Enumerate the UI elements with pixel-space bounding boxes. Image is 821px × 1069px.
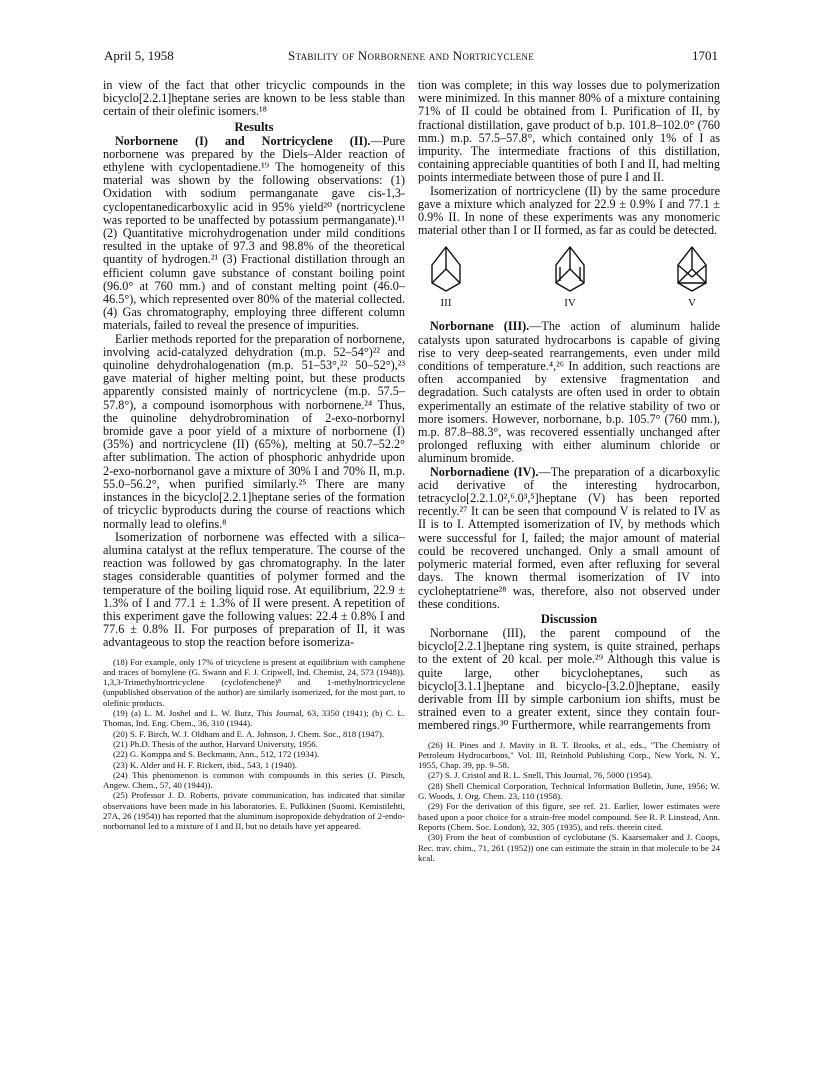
left-column [103,79,405,832]
subheading-norbornane: Norbornane (III). [430,319,530,334]
paragraph-norbornene [103,135,405,333]
structure-iv-norbornadiene [550,243,590,309]
label-iii: III [440,297,452,310]
subheading-norbornene: Norbornene (I) and Nortricyclene (II). [115,133,371,148]
subheading-norbornadiene: Norbornadiene (IV). [430,464,539,479]
discussion-heading: Discussion [540,611,598,626]
footnote-24: (24) This phenomenon is common with compounds in this series (J. Pirsch, Angew. Chem., 57, 40 (1944)). [103,769,405,791]
footnote-30: (30) From the heat of combustion of cyclobutane (S. Kaarsemaker and J. Coops, Rec. trav. chim., 71, 261 (1952)) one can estimate the strain in that molecule to be 24 kcal. [418,832,720,863]
footnotes-right [418,740,720,864]
footnote-18: (18) For example, only 17% of tricyclene is present at equilibrium with camphene and traces of bornylene (G. Swann and F. J. Cripwell, Ind. Chemist, 24, 573 (1948)). 1,3,3-Trimethylnortricyclene (cyclofenchene)⁸ and 1-methylnortricyclene (unpublished observation of the author) are similarly isomerized, for the most part, to olefinic products. [103,656,405,708]
footnote-22: (22) G. Komppa and S. Beckmann, Ann., 512, 172 (1934). [113,749,320,760]
paragraph-norbornadiene [418,466,720,611]
tetracycloheptane-structure-icon [672,243,712,293]
label-v: V [688,297,696,310]
structure-iii-norbornane [426,243,466,309]
structure-figures [418,243,720,317]
footnote-26: (26) H. Pines and J. Mavity in B. T. Brooks, et al., eds., "The Chemistry of Petroleum Hydrocarbons," Vol. III, Reinhold Publishing Corp., New York, N. Y., 1955, Chap. 39, pp. 9–58. [418,739,720,771]
results-heading: Results [234,119,274,134]
structure-v-tetracycloheptane [672,243,712,309]
footnote-20: (20) S. F. Birch, W. J. Oldham and E. A. Johnson, J. Chem. Soc., 818 (1947). [113,728,385,739]
paragraph-tion-complete: tion was complete; in this way losses due to polymerization were minimized. In this manner 80% of a mixture containing 71% of II could be obtained from I. Purification of II, by fractional distillation, gave product of b.p. 101.8–102.0° (760 mm.) m.p. 57.5–57.8°, which contained only 1% of I as impurity. The intermediate fractions of this distillation, containing appreciable quantities of both I and II, had melting points intermediate between those of pure I and II. [418,78,720,185]
paragraph-norbornene-body: —Pure norbornene was prepared by the Diels–Alder reaction of ethylene with cyclopentadiene.¹⁹ The homogeneity of this material was shown by the following observations: (1) Oxidation with sodium permanganate gave cis-1,3-cyclopentanedicarboxylic acid in 95% yield²⁰ (nortricyclene was reported to be unaffected by potassium permanganate).¹¹ (2) Quantitative microhydrogenation under mild conditions resulted in the uptake of 97.3 and 98.8% of the theoretical quantity of hydrogen.²¹ (3) Fractional distillation through an efficient column gave substance of constant boiling point (96.0° at 760 mm.) and of constant melting point (46.0–46.5°), which represented over 80% of the material collected. (4) Gas chromatography, employing three different column materials, failed to reveal the presence of impurities. [103,133,405,333]
paragraph-norbornadiene-body: —The preparation of a dicarboxylic acid derivative of the interesting hydrocarbon, tetracyclo[2.2.1.0²,⁶.0³,⁵]heptane (V) has been reported recently.²⁷ It can be seen that compound V is related to IV as II is to I. Attempted isomerization of IV, by methods which were successful for I, failed; the major amount of material could be recovered unchanged. Only a small amount of polymeric material formed, even after refluxing for several days. The known thermal isomerization of IV into cycloheptatriene²⁸ was, therefore, also not observed under these conditions. [418,464,720,611]
footnote-29: (29) For the derivation of this figure, see ref. 21. Earlier, lower estimates were based upon a poor choice for a strain-free model compound. See R. P. Linstead, Ann. Reports (Chem. Soc. London), 32, 305 (1935), and refs. therein cited. [418,801,720,832]
footnote-25: (25) Professor J. D. Roberts, private communication, has indicated that similar observations have been made in his laboratories. E. Pulkkinen (Suomi. Kemistilehti, 27A, 26 (1954)) has reported that the aluminum isopropoxide dehydration of 2-endo-norbornanol led to a mixture of I and II, but no details have yet appeared. [103,790,405,832]
footnote-27: (27) S. J. Cristol and R. L. Snell, This Journal, 76, 5000 (1954). [428,770,653,781]
footnote-21: (21) Ph.D. Thesis of the author, Harvard University, 1956. [113,738,318,749]
header-date: April 5, 1958 [104,48,174,63]
norbornadiene-structure-icon [550,243,590,293]
label-iv: IV [564,297,576,310]
right-column [418,79,720,863]
norbornane-structure-icon [426,243,466,293]
page-number: 1701 [692,48,718,63]
paragraph-earlier-methods: Earlier methods reported for the preparation of norbornene, involving acid-catalyzed dehydration (m.p. 52–54°)²² and quinoline dehydrohalogenation (m.p. 51–53°,²² 50–52°),²³ gave material of higher melting point, but these products apparently consisted mainly of nortricyclene (m.p. 57.5–57.8°), a compound isomorphous with norbornene.²⁴ Thus, the quinoline dehydrobromination of 2-exo-norbornyl bromide gave a poor yield of a mixture of norbornene (I) (35%) and nortricyclene (II) (65%), melting at 50.7–52.2° after sublimation. The action of phosphoric anhydride upon 2-exo-norbornanol gave a mixture of 30% I and 70% II, m.p. 55.0–56.2°, when purified similarly.²⁵ There are many instances in the bicyclo[2.2.1]heptane series of the formation of tricyclic byproducts during the course of reactions which normally lead to olefins.⁸ [103,331,405,531]
header-title: Stability of Norbornene and Nortricyclene [287,48,535,63]
paragraph-isomerization-ii: Isomerization of nortricyclene (II) by the same procedure gave a mixture which analyzed for 22.9 ± 0.9% I and 77.1 ± 0.9% II. In none of these experiments was any monomeric material other than I or II formed, as far as could be detected. [418,183,720,238]
paragraph-norbornane-body: —The action of aluminum halide catalysts upon saturated hydrocarbons is capable of giving rise to very deep-seated rearrangements, even under mild conditions of temperature.⁴,²⁶ In addition, such reactions are often accompanied by extensive fragmentation and degradation. Such catalysts are often used in order to obtain experimentally an estimate of the relative stability of two or more isomers. However, norbornane, b.p. 105.7° (760 mm.), m.p. 87.8–88.3°, was recovered essentially unchanged after prolonged refluxing with either aluminum chloride or aluminum bromide. [418,319,720,466]
running-header [104,48,718,66]
footnote-19: (19) (a) L. M. Joshel and L. W. Butz, This Journal, 63, 3350 (1941); (b) C. L. Thomas, Ind. Eng. Chem., 36, 310 (1944). [103,708,405,729]
paragraph-discussion: Norbornane (III), the parent compound of the bicyclo[2.2.1]heptane ring system, is quite strained, perhaps to the extent of 20 kcal. per mole.²⁹ Although this value is quite large, other bicycloheptanes, such as bicyclo[3.1.1]heptane and bicyclo-[3.2.0]heptane, easily derivable from III by simple carbonium ion shifts, must be strained even to a greater extent, since they contain four-membered rings.³⁰ Furthermore, while rearrangements from [418,625,720,733]
footnotes-left [103,657,405,832]
paragraph-intro-continuation: in view of the fact that other tricyclic compounds in the bicyclo[2.2.1]heptane series are known to be less stable than certain of their olefinic isomers.¹⁸ [103,78,405,119]
paragraph-isomerization: Isomerization of norbornene was effected with a silica–alumina catalyst at the reflux temperature. The course of the reaction was followed by gas chromatography. In the later stages considerable quantities of polymer formed and the temperature of the boiling liquid rose. At equilibrium, 22.9 ± 1.3% of I and 77.1 ± 1.3% of II were present. A repetition of this experiment gave the following values: 22.4 ± 0.8% I and 77.6 ± 0.8% II. For purposes of preparation of II, it was advantageous to stop the reaction before isomeriza- [103,529,405,650]
paragraph-norbornane [418,320,720,465]
footnote-23: (23) K. Alder and H. F. Rickert, ibid., 543, 1 (1940). [113,759,298,770]
footnote-28: (28) Shell Chemical Corporation, Technical Information Bulletin, June, 1956; W. G. Woods, J. Org. Chem. 23, 110 (1958). [418,780,720,802]
